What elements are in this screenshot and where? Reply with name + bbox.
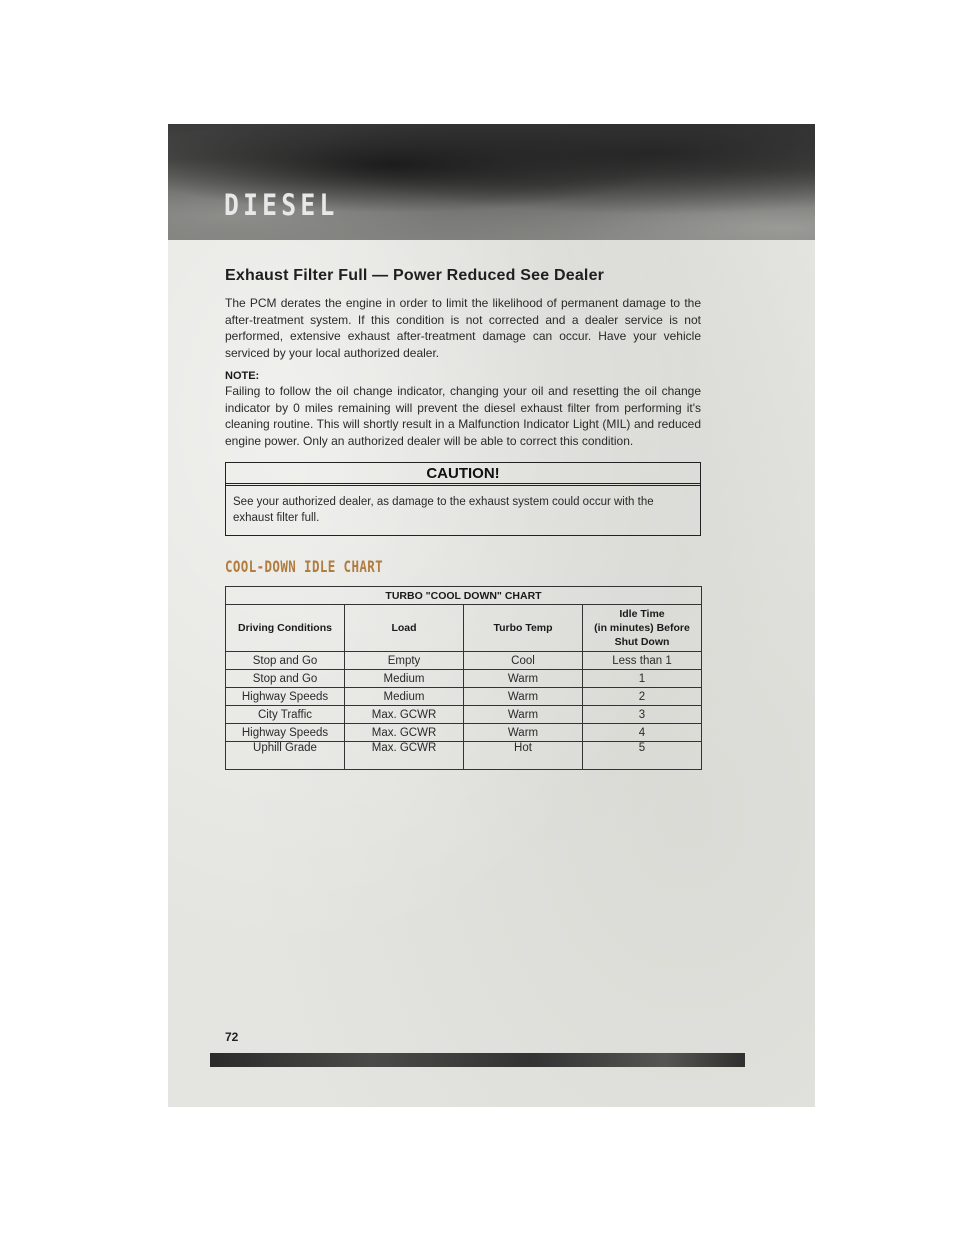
table-cell: Medium: [345, 688, 464, 706]
table-cell: Max. GCWR: [345, 724, 464, 742]
table-cell: Highway Speeds: [226, 724, 345, 742]
table-cell: Max. GCWR: [345, 742, 464, 770]
table-cell: Hot: [464, 742, 583, 770]
section-banner: [168, 124, 815, 240]
table-row: [226, 706, 702, 724]
caution-text: See your authorized dealer, as damage to the exhaust system could occur with the exhaust filter full.: [233, 496, 654, 524]
table-cell: Stop and Go: [226, 670, 345, 688]
page-content: [225, 267, 701, 770]
column-header: Driving Conditions: [226, 605, 345, 652]
table-cell: 5: [583, 742, 702, 770]
table-cell: Stop and Go: [226, 652, 345, 670]
table-cell: 2: [583, 688, 702, 706]
table-cell: Warm: [464, 706, 583, 724]
table-row: [226, 688, 702, 706]
table-cell: Cool: [464, 652, 583, 670]
table-row: [226, 742, 702, 770]
table-cell: Empty: [345, 652, 464, 670]
column-header: Idle Time (in minutes) Before Shut Down: [583, 605, 702, 652]
table-row: [226, 724, 702, 742]
manual-page: [168, 124, 815, 1107]
banner-title: DIESEL: [224, 188, 339, 222]
table-cell: 4: [583, 724, 702, 742]
table-caption: TURBO "COOL DOWN" CHART: [226, 587, 702, 605]
body-paragraph: The PCM derates the engine in order to limit the likelihood of permanent damage to the after-treatment system. If this condition is not corrected and a dealer service is not performed, extensive exhaust after-treatment damage can occur. Have your vehicle serviced by your local authorized dealer.: [225, 296, 701, 360]
caution-title: CAUTION!: [226, 463, 700, 486]
table-row: [226, 670, 702, 688]
note-text: Failing to follow the oil change indicator, changing your oil and resetting the oil change indicator by 0 miles remaining will prevent the diesel exhaust filter from performing it's cleaning routine. This will shortly result in a Malfunction Indicator Light (MIL) and reduced engine power. Only an authorized dealer will be able to correct this condition.: [225, 384, 701, 448]
table-cell: Warm: [464, 688, 583, 706]
table-cell: Warm: [464, 670, 583, 688]
table-cell: City Traffic: [226, 706, 345, 724]
table-cell: Warm: [464, 724, 583, 742]
footer-bar: [210, 1053, 745, 1067]
chart-heading: COOL-DOWN IDLE CHART: [225, 557, 384, 576]
table-cell: Less than 1: [583, 652, 702, 670]
table-cell: 3: [583, 706, 702, 724]
caution-box: [225, 462, 701, 536]
table-cell: 1: [583, 670, 702, 688]
cooldown-table: [225, 586, 702, 770]
column-header: Turbo Temp: [464, 605, 583, 652]
section-heading: Exhaust Filter Full — Power Reduced See Dealer: [225, 267, 605, 284]
table-cell: Medium: [345, 670, 464, 688]
note-label: NOTE:: [225, 370, 260, 382]
table-row: [226, 652, 702, 670]
table-cell: Uphill Grade: [226, 742, 345, 770]
table-cell: Max. GCWR: [345, 706, 464, 724]
table-cell: Highway Speeds: [226, 688, 345, 706]
column-header: Load: [345, 605, 464, 652]
page-number: 72: [225, 1030, 239, 1044]
